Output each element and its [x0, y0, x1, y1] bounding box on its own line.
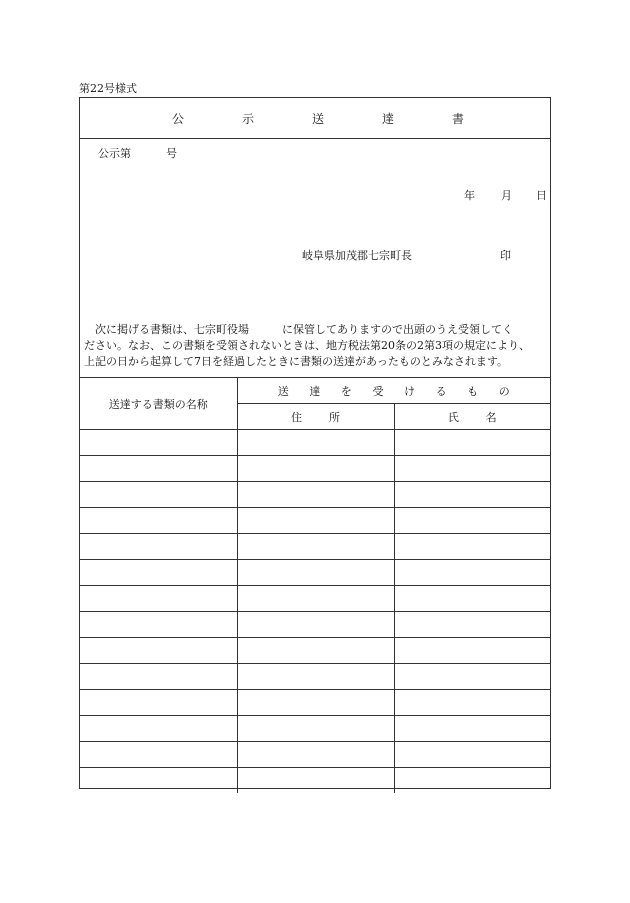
address-header [237, 404, 394, 430]
name-cell[interactable] [394, 534, 550, 560]
recipient-header-char: も [467, 384, 479, 398]
date-year: 年 [464, 189, 475, 202]
table-row [80, 534, 550, 560]
table-row [80, 560, 550, 586]
title-char: 達 [382, 112, 395, 126]
seal-mark: 印 [500, 249, 511, 262]
recipient-header-char: 送 [277, 384, 289, 398]
address-cell[interactable] [237, 768, 394, 794]
form-number: 第22号様式 [79, 82, 137, 95]
table-row [80, 690, 550, 716]
address-cell[interactable] [237, 612, 394, 638]
document-cell[interactable] [80, 716, 237, 742]
address-cell[interactable] [237, 430, 394, 456]
document-cell[interactable] [80, 456, 237, 482]
document-cell[interactable] [80, 768, 237, 794]
document-cell[interactable] [80, 690, 237, 716]
address-cell[interactable] [237, 716, 394, 742]
address-cell[interactable] [237, 560, 394, 586]
notice-line: ださい。なお、この書類を受領されないときは、地方税法第20条の2第3項の規定により、 [84, 339, 530, 352]
document-cell[interactable] [80, 664, 237, 690]
issuer-title: 岐阜県加茂郡七宗町長 [302, 249, 412, 262]
table-row [80, 586, 550, 612]
date-month: 月 [501, 189, 512, 202]
address-cell[interactable] [237, 664, 394, 690]
name-cell[interactable] [394, 612, 550, 638]
name-cell[interactable] [394, 768, 550, 794]
table-row [80, 716, 550, 742]
address-header-char: 所 [329, 410, 340, 424]
name-cell[interactable] [394, 430, 550, 456]
recipient-header-char: る [435, 384, 447, 398]
title-char: 書 [452, 112, 465, 126]
address-cell[interactable] [237, 638, 394, 664]
document-cell[interactable] [80, 742, 237, 768]
form-title [80, 98, 550, 139]
address-cell[interactable] [237, 456, 394, 482]
table-row [80, 638, 550, 664]
name-header-char: 名 [485, 410, 497, 424]
name-cell[interactable] [394, 742, 550, 768]
name-cell[interactable] [394, 482, 550, 508]
table-row [80, 664, 550, 690]
notice-form [79, 97, 551, 789]
recipient-header-char: を [340, 384, 352, 398]
notice-line: 上記の日から起算して7日を経過したときに書類の送達があったものとみなされます。 [84, 355, 509, 368]
name-cell[interactable] [394, 638, 550, 664]
recipients-table [80, 377, 550, 793]
document-cell[interactable] [80, 482, 237, 508]
name-cell[interactable] [394, 508, 550, 534]
date-day: 日 [536, 189, 547, 202]
document-cell[interactable] [80, 638, 237, 664]
table-row [80, 768, 550, 794]
recipient-header-char: 受 [372, 384, 384, 398]
address-cell[interactable] [237, 482, 394, 508]
public-notice-label: 公示第 [98, 147, 131, 160]
table-row [80, 742, 550, 768]
recipient-header [237, 378, 550, 404]
table-row [80, 482, 550, 508]
notice-line: 次に掲げる書類は、七宗町役場 に保管してありますので出頭のうえ受領してく [84, 323, 513, 336]
name-header [394, 404, 550, 430]
document-cell[interactable] [80, 586, 237, 612]
document-cell[interactable] [80, 508, 237, 534]
name-header-char: 氏 [447, 410, 459, 424]
public-notice-suffix: 号 [166, 147, 177, 160]
address-cell[interactable] [237, 586, 394, 612]
document-cell[interactable] [80, 612, 237, 638]
document-name-header: 送達する書類の名称 [80, 378, 237, 430]
address-cell[interactable] [237, 690, 394, 716]
table-row [80, 456, 550, 482]
title-char: 公 [172, 112, 185, 126]
title-char: 示 [242, 112, 255, 126]
name-cell[interactable] [394, 690, 550, 716]
table-row [80, 508, 550, 534]
name-cell[interactable] [394, 456, 550, 482]
title-char: 送 [312, 112, 325, 126]
table-row [80, 612, 550, 638]
document-cell[interactable] [80, 430, 237, 456]
notice-text [84, 322, 550, 370]
address-cell[interactable] [237, 508, 394, 534]
name-cell[interactable] [394, 560, 550, 586]
document-cell[interactable] [80, 560, 237, 586]
name-cell[interactable] [394, 716, 550, 742]
document-cell[interactable] [80, 534, 237, 560]
name-cell[interactable] [394, 664, 550, 690]
recipient-header-char: 達 [309, 384, 321, 398]
name-cell[interactable] [394, 586, 550, 612]
address-cell[interactable] [237, 742, 394, 768]
address-cell[interactable] [237, 534, 394, 560]
recipient-header-char: の [498, 384, 510, 398]
table-row [80, 430, 550, 456]
address-header-char: 住 [291, 410, 302, 424]
recipient-header-char: け [404, 384, 416, 398]
